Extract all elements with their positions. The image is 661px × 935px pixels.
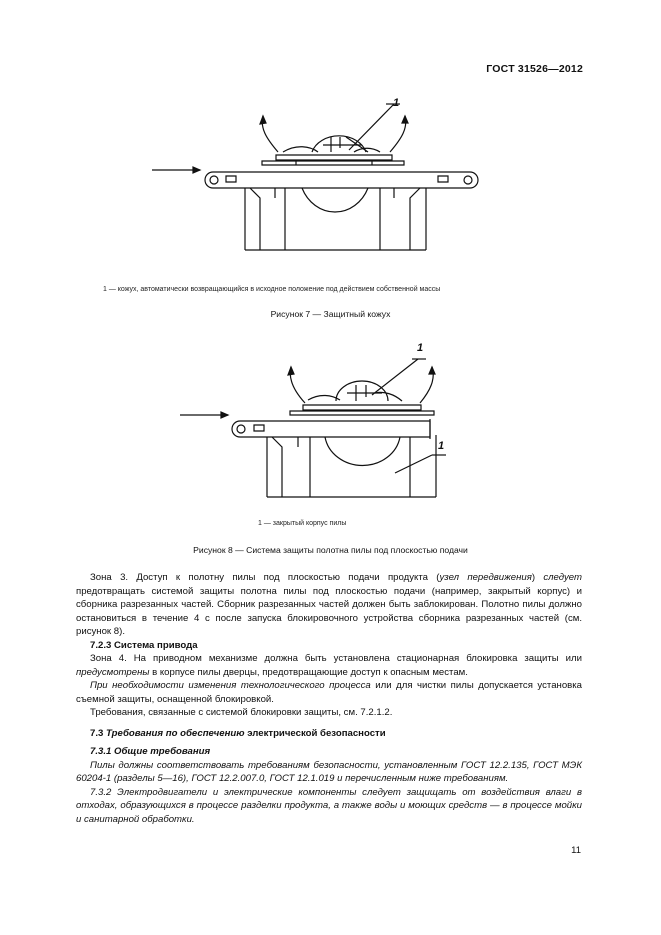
figure-7-note: 1 — кожух, автоматически возвращающийся в исходное положение под действием собственной массы bbox=[103, 286, 441, 293]
heading-7-3: 7.3 Требования по обеспечению электрической безопасности bbox=[90, 727, 386, 739]
figure-8-callout-top: 1 bbox=[417, 342, 424, 354]
page-number: 11 bbox=[571, 845, 581, 856]
interlock-reference: Требования, связанные с системой блокировки защиты, см. 7.2.1.2. bbox=[90, 707, 393, 718]
figure-7-drawing bbox=[0, 90, 661, 260]
process-change-paragraph: При необходимости изменения технологического процесса или для чистки пилы допускается установка съемной защиты, оснащенной блокировкой. bbox=[76, 680, 583, 705]
zone3-paragraph: Зона 3. Доступ к полотну пилы под плоскостью подачи продукта (узел передвижения) следует предотвращать системой защиты полотна пилы под плоскостью подачи (например, закрытый корпус) и сборника разрезанных частей. Сборник разрезанных частей должен быть заблокирован. Полотно пилы должно остановиться в течение 4 с после запуска блокировочного устройства сборника разрезанных частей (см. рисунок 8). bbox=[76, 572, 582, 637]
figure-8-callout-side: 1 bbox=[438, 440, 445, 452]
zone4-paragraph: Зона 4. На приводном механизме должна быть установлена стационарная блокировка защиты или предусмотрены в корпусе пилы дверцы, предотвращающие доступ к опасным местам. bbox=[76, 653, 582, 678]
figure-7-caption: Рисунок 7 — Защитный кожух bbox=[270, 309, 391, 319]
figure-8-note: 1 — закрытый корпус пилы bbox=[258, 520, 347, 527]
figure-8-caption: Рисунок 8 — Система защиты полотна пилы под плоскостью подачи bbox=[193, 545, 468, 555]
document-header: ГОСТ 31526—2012 bbox=[486, 63, 583, 75]
heading-7-2-3: 7.2.3 Система привода bbox=[90, 639, 198, 651]
figure-7-callout: 1 bbox=[393, 97, 400, 109]
heading-7-3-1: 7.3.1 Общие требования bbox=[90, 746, 211, 757]
figure-8-drawing bbox=[0, 335, 661, 505]
paragraph-7-3-1: Пилы должны соответствовать требованиям безопасности, установленным ГОСТ 12.2.135, ГОСТ МЭК 60204-1 (разделы 5—16), ГОСТ 12.2.007.0, ГОСТ 12.1.019 и перечисленным ниже требованиям. bbox=[76, 759, 582, 784]
paragraph-7-3-2: 7.3.2 Электродвигатели и электрические компоненты следует защищать от воздействия влаги в отходах, образующихся в процессе разделки продукта, а также воды и моющих средств — в процессе мойки и санитарной обработки. bbox=[76, 786, 582, 825]
body-text bbox=[76, 571, 582, 826]
